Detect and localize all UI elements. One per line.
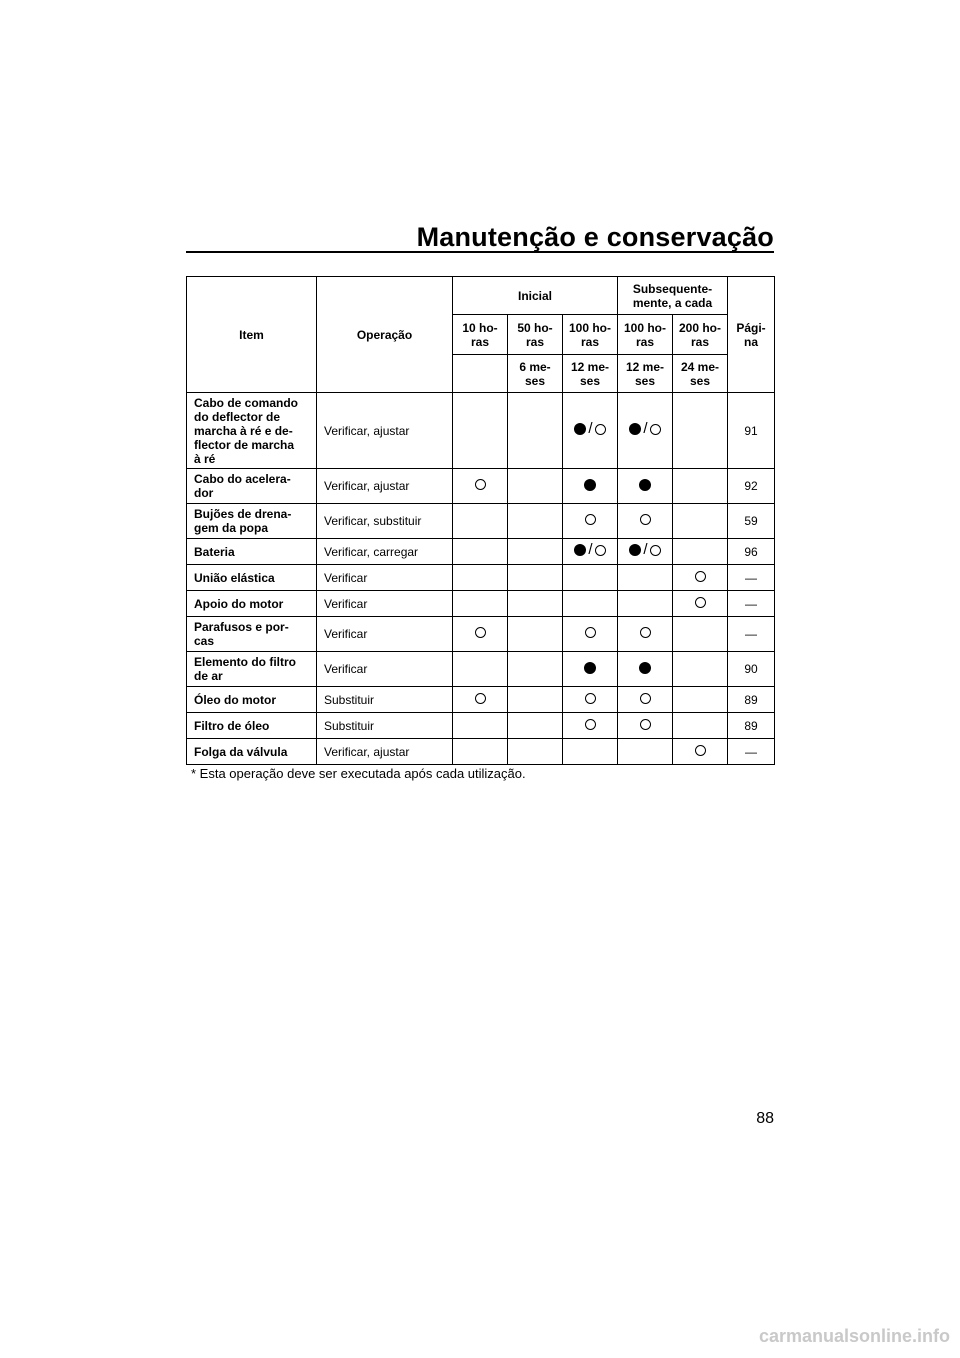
row-operation: Verificar, ajustar <box>317 469 453 504</box>
maintenance-table <box>186 276 775 765</box>
table-body <box>187 393 775 765</box>
row-page: — <box>728 739 775 765</box>
interval-cell <box>563 565 618 591</box>
open-circle-icon <box>650 545 661 556</box>
open-circle-icon <box>695 571 706 582</box>
header-hours-3: 100 ho- ras <box>618 315 673 355</box>
interval-cell <box>563 713 618 739</box>
row-operation: Verificar, substituir <box>317 504 453 539</box>
row-item: União elástica <box>187 565 317 591</box>
header-operation: Operação <box>317 277 453 393</box>
interval-cell <box>673 713 728 739</box>
row-item: Bateria <box>187 539 317 565</box>
row-operation: Substituir <box>317 687 453 713</box>
filled-circle-icon <box>584 662 596 674</box>
row-page: 89 <box>728 713 775 739</box>
header-months-0 <box>453 355 508 393</box>
interval-cell <box>453 565 508 591</box>
filled-circle-icon <box>574 423 586 435</box>
interval-cell <box>508 713 563 739</box>
header-months-4: 24 me- ses <box>673 355 728 393</box>
interval-cell <box>453 739 508 765</box>
interval-cell <box>453 687 508 713</box>
table-row <box>187 739 775 765</box>
interval-cell <box>453 504 508 539</box>
interval-cell <box>508 504 563 539</box>
interval-cell <box>563 617 618 652</box>
table-row <box>187 565 775 591</box>
header-months-3: 12 me- ses <box>618 355 673 393</box>
open-circle-icon <box>585 627 596 638</box>
interval-cell <box>618 504 673 539</box>
header-item: Item <box>187 277 317 393</box>
filled-circle-icon <box>574 544 586 556</box>
interval-cell <box>673 565 728 591</box>
footnote: * Esta operação deve ser executada após cada utilização. <box>191 766 526 781</box>
filled-circle-icon <box>639 479 651 491</box>
interval-cell <box>673 504 728 539</box>
table-row <box>187 504 775 539</box>
slash-icon: / <box>643 420 648 437</box>
page-title: Manutenção e conservação <box>416 222 774 252</box>
header-months-1: 6 me- ses <box>508 355 563 393</box>
row-page: — <box>728 617 775 652</box>
interval-cell <box>673 739 728 765</box>
header-page: Pági- na <box>728 277 775 393</box>
row-item: Elemento do filtro de ar <box>187 652 317 687</box>
interval-cell <box>673 652 728 687</box>
row-item: Parafusos e por- cas <box>187 617 317 652</box>
open-circle-icon <box>585 719 596 730</box>
open-circle-icon <box>640 719 651 730</box>
open-circle-icon <box>650 424 661 435</box>
open-circle-icon <box>595 545 606 556</box>
interval-cell <box>453 469 508 504</box>
row-operation: Verificar <box>317 652 453 687</box>
open-circle-icon <box>695 745 706 756</box>
interval-cell <box>453 539 508 565</box>
interval-cell <box>563 469 618 504</box>
interval-cell <box>673 617 728 652</box>
row-operation: Verificar <box>317 591 453 617</box>
row-operation: Verificar, ajustar <box>317 393 453 469</box>
interval-cell <box>453 652 508 687</box>
open-circle-icon <box>695 597 706 608</box>
interval-cell <box>673 469 728 504</box>
interval-cell <box>508 393 563 469</box>
slash-icon: / <box>588 420 593 437</box>
open-circle-icon <box>640 693 651 704</box>
table-row <box>187 539 775 565</box>
interval-cell <box>508 591 563 617</box>
row-item: Bujões de drena- gem da popa <box>187 504 317 539</box>
table-row <box>187 617 775 652</box>
header-hours-1: 50 ho- ras <box>508 315 563 355</box>
interval-cell <box>673 393 728 469</box>
page-number: 88 <box>756 1110 774 1127</box>
interval-cell <box>453 393 508 469</box>
interval-cell <box>453 591 508 617</box>
table-header <box>187 277 775 393</box>
interval-cell <box>618 469 673 504</box>
row-page: 89 <box>728 687 775 713</box>
interval-cell <box>508 652 563 687</box>
open-circle-icon <box>640 627 651 638</box>
interval-cell <box>618 617 673 652</box>
row-page: 90 <box>728 652 775 687</box>
header-hours-2: 100 ho- ras <box>563 315 618 355</box>
interval-cell <box>508 739 563 765</box>
table-row <box>187 469 775 504</box>
header-hours-4: 200 ho- ras <box>673 315 728 355</box>
interval-cell <box>618 565 673 591</box>
header-initial: Inicial <box>453 277 618 315</box>
table-row <box>187 713 775 739</box>
interval-cell <box>618 539 673 565</box>
row-operation: Verificar <box>317 565 453 591</box>
table-row <box>187 591 775 617</box>
row-item: Apoio do motor <box>187 591 317 617</box>
interval-cell <box>563 591 618 617</box>
interval-cell <box>563 739 618 765</box>
slash-icon: / <box>588 541 593 558</box>
filled-circle-icon <box>629 544 641 556</box>
row-operation: Verificar, ajustar <box>317 739 453 765</box>
watermark: carmanualsonline.info <box>758 1326 950 1346</box>
table-row <box>187 687 775 713</box>
table-row <box>187 393 775 469</box>
interval-cell <box>508 565 563 591</box>
row-page: 92 <box>728 469 775 504</box>
interval-cell <box>563 504 618 539</box>
header-hours-0: 10 ho- ras <box>453 315 508 355</box>
interval-cell <box>618 393 673 469</box>
row-page: — <box>728 565 775 591</box>
slash-icon: / <box>643 541 648 558</box>
interval-cell <box>618 713 673 739</box>
header-months-2: 12 me- ses <box>563 355 618 393</box>
interval-cell <box>673 591 728 617</box>
row-page: 96 <box>728 539 775 565</box>
table-row <box>187 652 775 687</box>
row-item: Cabo de comando do deflector de marcha à ré e de- flector de marcha à ré <box>187 393 317 469</box>
interval-cell <box>508 469 563 504</box>
interval-cell <box>673 687 728 713</box>
interval-cell <box>563 652 618 687</box>
interval-cell <box>508 687 563 713</box>
interval-cell <box>508 539 563 565</box>
interval-cell <box>618 591 673 617</box>
row-item: Óleo do motor <box>187 687 317 713</box>
row-operation: Verificar <box>317 617 453 652</box>
open-circle-icon <box>475 693 486 704</box>
open-circle-icon <box>585 693 596 704</box>
row-page: — <box>728 591 775 617</box>
interval-cell <box>618 687 673 713</box>
open-circle-icon <box>585 514 596 525</box>
filled-circle-icon <box>584 479 596 491</box>
filled-circle-icon <box>639 662 651 674</box>
header-subsequent: Subsequente- mente, a cada <box>618 277 728 315</box>
interval-cell <box>563 539 618 565</box>
row-operation: Verificar, carregar <box>317 539 453 565</box>
open-circle-icon <box>475 627 486 638</box>
row-item: Folga da válvula <box>187 739 317 765</box>
interval-cell <box>618 652 673 687</box>
open-circle-icon <box>475 479 486 490</box>
interval-cell <box>453 617 508 652</box>
interval-cell <box>673 539 728 565</box>
title-rule <box>186 251 774 253</box>
row-page: 59 <box>728 504 775 539</box>
filled-circle-icon <box>629 423 641 435</box>
row-item: Cabo do acelera- dor <box>187 469 317 504</box>
open-circle-icon <box>640 514 651 525</box>
row-operation: Substituir <box>317 713 453 739</box>
interval-cell <box>563 393 618 469</box>
interval-cell <box>563 687 618 713</box>
row-item: Filtro de óleo <box>187 713 317 739</box>
interval-cell <box>508 617 563 652</box>
interval-cell <box>618 739 673 765</box>
row-page: 91 <box>728 393 775 469</box>
interval-cell <box>453 713 508 739</box>
open-circle-icon <box>595 424 606 435</box>
